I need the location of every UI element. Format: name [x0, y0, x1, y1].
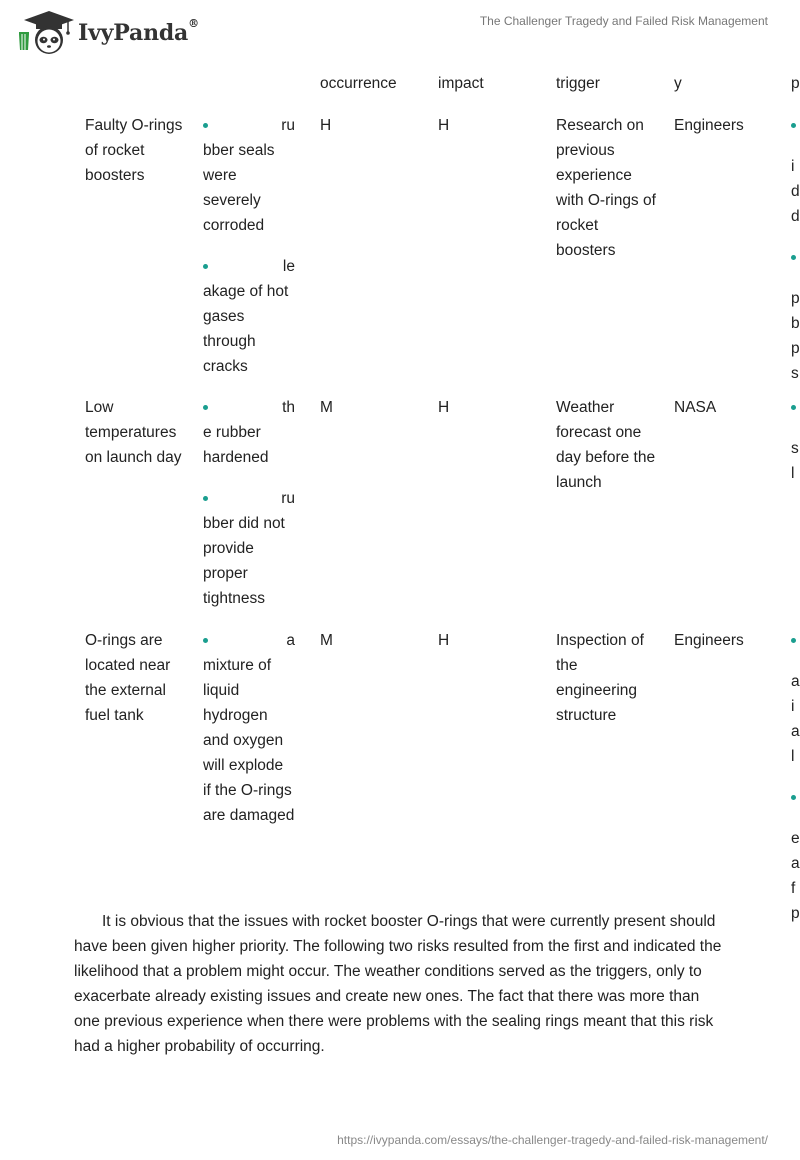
response-fragment: f — [791, 880, 796, 897]
response-fragment: a — [791, 723, 800, 740]
trigger-cell: Weather forecast one day before the launch — [556, 399, 656, 491]
header-trigger: trigger — [556, 75, 600, 92]
bullet-icon — [203, 123, 208, 128]
response-fragment: a — [791, 673, 800, 690]
owner-cell: NASA — [674, 399, 717, 416]
impact-cell: H — [438, 117, 450, 134]
table-header-row — [0, 71, 800, 113]
list-item: ru bber did not provide proper tightness — [203, 490, 295, 607]
trademark-mark: ® — [188, 17, 199, 30]
occurrence-cell: M — [320, 632, 333, 649]
header-response: p — [791, 75, 800, 92]
response-fragment: l — [791, 748, 795, 765]
header-owner: y — [674, 75, 682, 92]
response-cell — [791, 395, 800, 486]
source-url-link[interactable]: https://ivypanda.com/essays/the-challenger-tragedy-and-failed-risk-management/ — [337, 1133, 768, 1147]
occurrence-cell: M — [320, 399, 333, 416]
list-item — [791, 245, 800, 270]
list-item — [791, 113, 800, 138]
response-fragment: p — [791, 905, 800, 922]
list-item — [791, 395, 800, 420]
response-cell — [791, 113, 800, 386]
header-occurrence: occurrence — [320, 75, 397, 92]
response-fragment: d — [791, 208, 800, 225]
owner-cell: Engineers — [674, 632, 744, 649]
occurrence-cell: H — [320, 117, 332, 134]
risk-cell: Low temperatures on launch day — [85, 399, 182, 466]
impact-cell: H — [438, 399, 450, 416]
description-cell — [203, 628, 295, 828]
response-fragment: e — [791, 830, 800, 847]
description-cell — [203, 395, 295, 611]
list-item: a mixture of liquid hydrogen and oxygen will explode if the O-rings are damaged — [203, 632, 295, 824]
response-fragment: s — [791, 365, 799, 382]
response-fragment: p — [791, 340, 800, 357]
response-fragment: i — [791, 698, 795, 715]
bullet-icon — [203, 496, 208, 501]
list-item: le akage of hot gases through cracks — [203, 258, 295, 375]
bullet-icon — [203, 638, 208, 643]
response-fragment: l — [791, 465, 795, 482]
response-fragment: d — [791, 183, 800, 200]
body-paragraph: It is obvious that the issues with rocket booster O-rings that were currently present should have been given higher priority. The following two risks resulted from the first and indicated the likelihood that a problem might occur. The weather conditions served as the triggers, only to exacerbate already existing issues and create new ones. The fact that there was more than one previous experience when there were problems with the sealing rings meant that this risk had a higher probability of occurring. — [74, 913, 722, 1055]
risk-cell: O-rings are located near the external fuel tank — [85, 632, 171, 724]
list-item — [791, 785, 800, 810]
list-item: th e rubber hardened — [203, 399, 295, 466]
bullet-icon — [791, 638, 796, 643]
response-fragment: a — [791, 855, 800, 872]
risk-cell: Faulty O-rings of rocket boosters — [85, 117, 183, 184]
bullet-icon — [791, 795, 796, 800]
table-row — [0, 395, 800, 628]
list-item: ru bber seals were severely corroded — [203, 117, 295, 234]
trigger-cell: Research on previous experience with O-rings of rocket boosters — [556, 117, 656, 259]
response-fragment: s — [791, 440, 799, 457]
bullet-icon — [791, 255, 796, 260]
bullet-icon — [203, 405, 208, 410]
description-cell — [203, 113, 295, 379]
bullet-icon — [791, 123, 796, 128]
owner-cell: Engineers — [674, 117, 744, 134]
bullet-icon — [791, 405, 796, 410]
list-item — [791, 628, 800, 653]
response-cell — [791, 628, 800, 926]
impact-cell: H — [438, 632, 450, 649]
panda-logo-icon — [16, 10, 74, 56]
logo[interactable] — [16, 10, 199, 56]
response-fragment: p — [791, 290, 800, 307]
table-row — [0, 113, 800, 395]
bullet-icon — [203, 264, 208, 269]
table-row — [0, 628, 800, 922]
document-title: The Challenger Tragedy and Failed Risk Management — [479, 14, 768, 28]
risk-table — [0, 71, 800, 922]
response-fragment: i — [791, 158, 795, 175]
trigger-cell: Inspection of the engineering structure — [556, 632, 644, 724]
brand-name: IvyPanda — [78, 20, 189, 46]
logo-wordmark — [78, 17, 199, 46]
response-fragment: b — [791, 315, 800, 332]
header-impact: impact — [438, 75, 484, 92]
